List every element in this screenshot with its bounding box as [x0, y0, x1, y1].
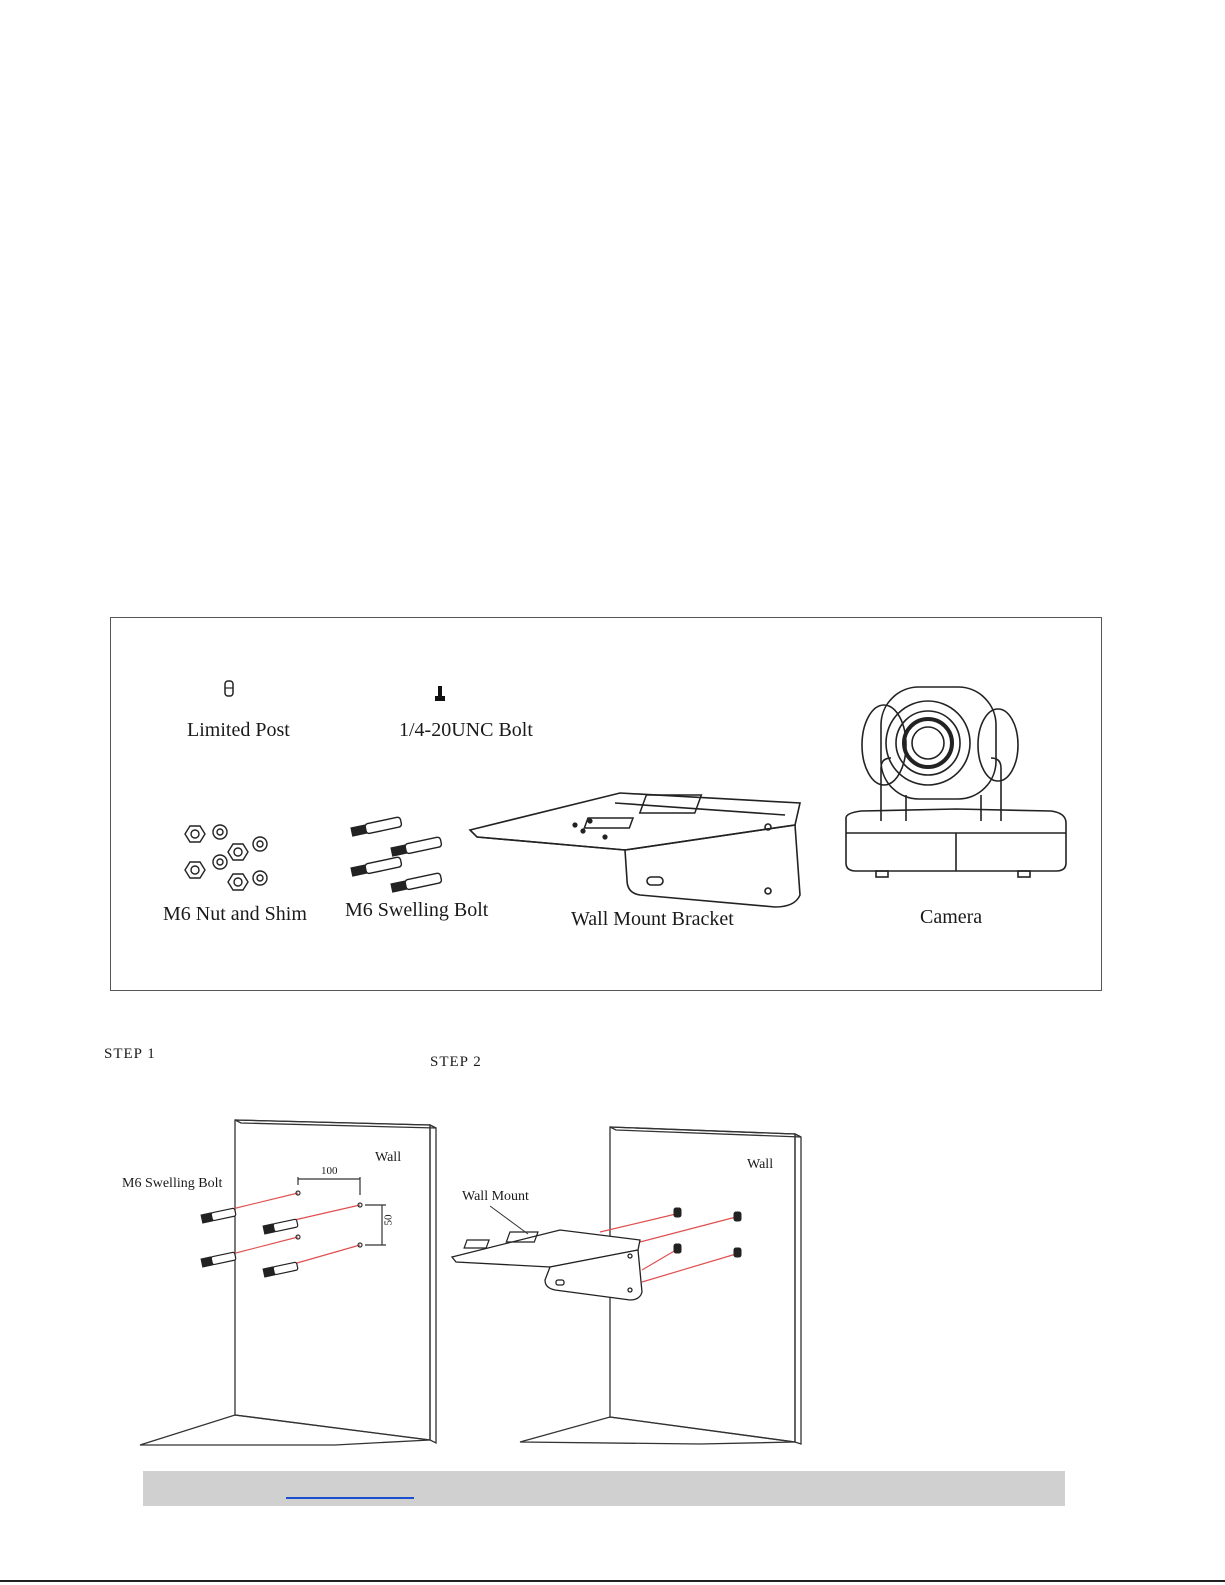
step-1-bolt-label: M6 Swelling Bolt	[122, 1176, 223, 1191]
step-1-title: STEP 1	[104, 1046, 156, 1062]
limited-post-label: Limited Post	[187, 719, 290, 741]
unc-bolt-label: 1/4-20UNC Bolt	[399, 719, 533, 741]
nut-and-shim-icon	[180, 822, 275, 897]
page-bottom-rule	[0, 1580, 1225, 1582]
step-2-wall-label: Wall	[747, 1157, 774, 1172]
step-2-mount-label: Wall Mount	[462, 1189, 529, 1204]
wall-mount-bracket-label: Wall Mount Bracket	[571, 908, 734, 930]
camera-label: Camera	[920, 906, 983, 928]
step-1-dim-vertical: 50	[382, 1214, 395, 1226]
step-2-title: STEP 2	[430, 1054, 482, 1070]
footer-link[interactable]	[286, 1475, 414, 1499]
nut-shim-label: M6 Nut and Shim	[163, 903, 307, 925]
swelling-bolt-icon	[348, 812, 444, 897]
step-1-wall-label: Wall	[375, 1150, 402, 1165]
unc-bolt-icon	[434, 686, 446, 702]
step-1-dim-horizontal: 100	[321, 1165, 338, 1177]
footer-bar	[143, 1471, 1065, 1506]
wall-mount-bracket-icon	[465, 785, 805, 910]
swelling-bolt-label: M6 Swelling Bolt	[345, 899, 489, 921]
limited-post-icon	[222, 680, 236, 698]
camera-icon	[836, 683, 1071, 883]
